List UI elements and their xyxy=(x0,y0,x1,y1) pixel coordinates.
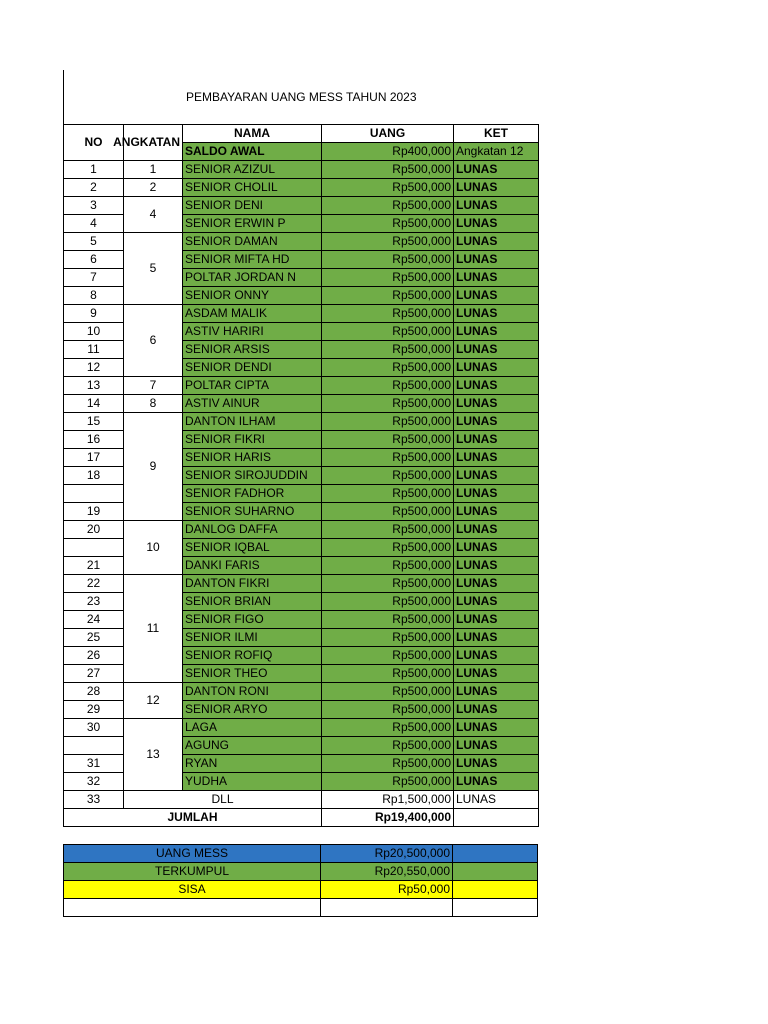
payment-table xyxy=(63,124,539,827)
dll-uang: Rp1,500,000 xyxy=(322,791,454,809)
row-uang: Rp500,000 xyxy=(322,575,454,593)
table-row xyxy=(64,179,539,197)
row-nama: SENIOR CHOLIL xyxy=(183,179,322,197)
row-nama: LAGA xyxy=(183,719,322,737)
row-nama: POLTAR CIPTA xyxy=(183,377,322,395)
row-no xyxy=(64,737,124,755)
summary-value: Rp20,500,000 xyxy=(321,845,453,863)
saldo-uang: Rp400,000 xyxy=(322,143,454,161)
payment-table-body xyxy=(64,125,539,827)
row-ket: LUNAS xyxy=(454,161,539,179)
table-row xyxy=(64,521,539,539)
row-nama: DANTON ILHAM xyxy=(183,413,322,431)
summary-empty-cell xyxy=(453,845,538,863)
header-angkatan xyxy=(113,125,183,161)
row-uang: Rp500,000 xyxy=(322,647,454,665)
row-no: 19 xyxy=(64,503,124,521)
row-nama: YUDHA xyxy=(183,773,322,791)
row-ket: LUNAS xyxy=(454,503,539,521)
row-ket: LUNAS xyxy=(454,593,539,611)
row-no: 21 xyxy=(64,557,124,575)
row-uang: Rp500,000 xyxy=(322,305,454,323)
summary-empty-cell xyxy=(453,863,538,881)
row-nama: DANKI FARIS xyxy=(183,557,322,575)
table-row xyxy=(64,575,539,593)
row-uang: Rp500,000 xyxy=(322,593,454,611)
row-nama: ASDAM MALIK xyxy=(183,305,322,323)
row-uang: Rp500,000 xyxy=(322,197,454,215)
row-nama: DANTON RONI xyxy=(183,683,322,701)
row-uang: Rp500,000 xyxy=(322,539,454,557)
dll-nama: DLL xyxy=(124,791,322,809)
jumlah-row xyxy=(64,809,539,827)
row-no: 11 xyxy=(64,341,124,359)
row-ket: LUNAS xyxy=(454,413,539,431)
header-ket: KET xyxy=(454,125,539,143)
row-uang: Rp500,000 xyxy=(322,773,454,791)
row-uang: Rp500,000 xyxy=(322,467,454,485)
row-uang: Rp500,000 xyxy=(322,215,454,233)
row-ket: LUNAS xyxy=(454,629,539,647)
row-uang: Rp500,000 xyxy=(322,161,454,179)
summary-value: Rp20,550,000 xyxy=(321,863,453,881)
row-angkatan: 7 xyxy=(124,377,183,395)
row-uang: Rp500,000 xyxy=(322,737,454,755)
row-no: 20 xyxy=(64,521,124,539)
row-angkatan: 5 xyxy=(124,233,183,305)
row-no: 16 xyxy=(64,431,124,449)
row-nama: DANTON FIKRI xyxy=(183,575,322,593)
table-row xyxy=(64,395,539,413)
row-nama: ASTIV HARIRI xyxy=(183,323,322,341)
row-ket: LUNAS xyxy=(454,521,539,539)
row-ket: LUNAS xyxy=(454,701,539,719)
row-uang: Rp500,000 xyxy=(322,611,454,629)
jumlah-label: JUMLAH xyxy=(64,809,322,827)
row-no: 30 xyxy=(64,719,124,737)
row-no: 3 xyxy=(64,197,124,215)
row-no: 26 xyxy=(64,647,124,665)
summary-empty-cell xyxy=(453,899,538,917)
row-no: 29 xyxy=(64,701,124,719)
row-ket: LUNAS xyxy=(454,683,539,701)
row-angkatan: 9 xyxy=(124,413,183,521)
jumlah-ket-empty xyxy=(454,809,539,827)
row-nama: SENIOR SUHARNO xyxy=(183,503,322,521)
summary-empty-cell xyxy=(64,899,321,917)
row-ket: LUNAS xyxy=(454,485,539,503)
row-uang: Rp500,000 xyxy=(322,395,454,413)
row-ket: LUNAS xyxy=(454,467,539,485)
row-nama: POLTAR JORDAN N xyxy=(183,269,322,287)
row-no: 4 xyxy=(64,215,124,233)
header-nama: NAMA xyxy=(183,125,322,143)
dll-ket: LUNAS xyxy=(454,791,539,809)
row-nama: SENIOR FADHOR xyxy=(183,485,322,503)
row-uang: Rp500,000 xyxy=(322,251,454,269)
summary-label: UANG MESS xyxy=(64,845,321,863)
row-uang: Rp500,000 xyxy=(322,719,454,737)
row-uang: Rp500,000 xyxy=(322,359,454,377)
row-angkatan: 2 xyxy=(124,179,183,197)
summary-empty-cell xyxy=(453,881,538,899)
row-ket: LUNAS xyxy=(454,557,539,575)
row-uang: Rp500,000 xyxy=(322,701,454,719)
row-nama: SENIOR AZIZUL xyxy=(183,161,322,179)
row-no: 6 xyxy=(64,251,124,269)
row-no: 27 xyxy=(64,665,124,683)
row-no: 14 xyxy=(64,395,124,413)
row-ket: LUNAS xyxy=(454,359,539,377)
row-no xyxy=(64,539,124,557)
row-uang: Rp500,000 xyxy=(322,557,454,575)
table-row xyxy=(64,377,539,395)
row-uang: Rp500,000 xyxy=(322,629,454,647)
summary-table xyxy=(63,844,538,917)
row-uang: Rp500,000 xyxy=(322,377,454,395)
summary-row-sisa xyxy=(64,881,538,899)
table-row xyxy=(64,305,539,323)
row-nama: DANLOG DAFFA xyxy=(183,521,322,539)
row-no: 12 xyxy=(64,359,124,377)
row-angkatan: 4 xyxy=(124,197,183,233)
header-uang: UANG xyxy=(322,125,454,143)
row-no: 25 xyxy=(64,629,124,647)
row-uang: Rp500,000 xyxy=(322,341,454,359)
header-row xyxy=(64,125,539,143)
row-angkatan: 10 xyxy=(124,521,183,575)
row-nama: ASTIV AINUR xyxy=(183,395,322,413)
row-uang: Rp500,000 xyxy=(322,665,454,683)
row-angkatan: 1 xyxy=(124,161,183,179)
row-ket: LUNAS xyxy=(454,251,539,269)
row-ket: LUNAS xyxy=(454,449,539,467)
row-ket: LUNAS xyxy=(454,755,539,773)
row-nama: SENIOR ILMI xyxy=(183,629,322,647)
row-nama: SENIOR ONNY xyxy=(183,287,322,305)
row-angkatan: 12 xyxy=(124,683,183,719)
row-no: 22 xyxy=(64,575,124,593)
row-nama: SENIOR ARYO xyxy=(183,701,322,719)
row-ket: LUNAS xyxy=(454,323,539,341)
row-nama: SENIOR BRIAN xyxy=(183,593,322,611)
row-angkatan: 11 xyxy=(124,575,183,683)
row-uang: Rp500,000 xyxy=(322,521,454,539)
row-no: 10 xyxy=(64,323,124,341)
row-angkatan: 6 xyxy=(124,305,183,377)
row-no: 24 xyxy=(64,611,124,629)
row-ket: LUNAS xyxy=(454,611,539,629)
row-no: 9 xyxy=(64,305,124,323)
row-uang: Rp500,000 xyxy=(322,449,454,467)
row-ket: LUNAS xyxy=(454,233,539,251)
row-ket: LUNAS xyxy=(454,773,539,791)
dll-row xyxy=(64,791,539,809)
row-nama: SENIOR SIROJUDDIN xyxy=(183,467,322,485)
row-nama: SENIOR IQBAL xyxy=(183,539,322,557)
row-uang: Rp500,000 xyxy=(322,485,454,503)
row-nama: SENIOR MIFTA HD xyxy=(183,251,322,269)
row-ket: LUNAS xyxy=(454,665,539,683)
row-uang: Rp500,000 xyxy=(322,233,454,251)
row-no: 32 xyxy=(64,773,124,791)
row-uang: Rp500,000 xyxy=(322,269,454,287)
row-nama: SENIOR DAMAN xyxy=(183,233,322,251)
table-row xyxy=(64,683,539,701)
row-no xyxy=(64,485,124,503)
row-nama: SENIOR DENI xyxy=(183,197,322,215)
row-ket: LUNAS xyxy=(454,719,539,737)
row-uang: Rp500,000 xyxy=(322,287,454,305)
row-no: 28 xyxy=(64,683,124,701)
row-uang: Rp500,000 xyxy=(322,683,454,701)
row-ket: LUNAS xyxy=(454,341,539,359)
row-nama: SENIOR ERWIN P xyxy=(183,215,322,233)
table-row xyxy=(64,719,539,737)
row-angkatan: 8 xyxy=(124,395,183,413)
row-ket: LUNAS xyxy=(454,305,539,323)
saldo-ket: Angkatan 12 xyxy=(454,143,539,161)
row-ket: LUNAS xyxy=(454,431,539,449)
row-no: 18 xyxy=(64,467,124,485)
sheet-border-line xyxy=(63,70,64,125)
row-nama: SENIOR ARSIS xyxy=(183,341,322,359)
summary-label: TERKUMPUL xyxy=(64,863,321,881)
row-no: 7 xyxy=(64,269,124,287)
saldo-nama: SALDO AWAL xyxy=(183,143,322,161)
summary-label: SISA xyxy=(64,881,321,899)
row-nama: SENIOR HARIS xyxy=(183,449,322,467)
row-ket: LUNAS xyxy=(454,575,539,593)
jumlah-uang: Rp19,400,000 xyxy=(322,809,454,827)
row-nama: SENIOR FIGO xyxy=(183,611,322,629)
row-no: 5 xyxy=(64,233,124,251)
row-nama: SENIOR THEO xyxy=(183,665,322,683)
row-nama: SENIOR DENDI xyxy=(183,359,322,377)
row-no: 13 xyxy=(64,377,124,395)
row-ket: LUNAS xyxy=(454,737,539,755)
dll-no: 33 xyxy=(64,791,124,809)
sheet-title: PEMBAYARAN UANG MESS TAHUN 2023 xyxy=(186,90,417,104)
row-uang: Rp500,000 xyxy=(322,503,454,521)
row-no: 17 xyxy=(64,449,124,467)
row-ket: LUNAS xyxy=(454,179,539,197)
row-no: 31 xyxy=(64,755,124,773)
row-nama: SENIOR FIKRI xyxy=(183,431,322,449)
row-ket: LUNAS xyxy=(454,647,539,665)
row-ket: LUNAS xyxy=(454,395,539,413)
summary-blank-row xyxy=(64,899,538,917)
header-no: NO xyxy=(64,125,124,161)
row-no: 1 xyxy=(64,161,124,179)
row-uang: Rp500,000 xyxy=(322,323,454,341)
row-no: 15 xyxy=(64,413,124,431)
row-nama: SENIOR ROFIQ xyxy=(183,647,322,665)
row-ket: LUNAS xyxy=(454,215,539,233)
row-ket: LUNAS xyxy=(454,377,539,395)
row-angkatan: 13 xyxy=(124,719,183,791)
summary-value: Rp50,000 xyxy=(321,881,453,899)
row-ket: LUNAS xyxy=(454,287,539,305)
row-nama: RYAN xyxy=(183,755,322,773)
row-nama: AGUNG xyxy=(183,737,322,755)
row-ket: LUNAS xyxy=(454,269,539,287)
row-no: 8 xyxy=(64,287,124,305)
row-uang: Rp500,000 xyxy=(322,179,454,197)
table-row xyxy=(64,197,539,215)
table-row xyxy=(64,161,539,179)
summary-empty-cell xyxy=(321,899,453,917)
row-ket: LUNAS xyxy=(454,197,539,215)
summary-row-terkumpul xyxy=(64,863,538,881)
row-uang: Rp500,000 xyxy=(322,755,454,773)
table-row xyxy=(64,233,539,251)
table-row xyxy=(64,413,539,431)
row-no: 23 xyxy=(64,593,124,611)
summary-row-uang-mess xyxy=(64,845,538,863)
header-angkatan-label: ANGKATAN xyxy=(113,135,180,149)
row-no: 2 xyxy=(64,179,124,197)
row-uang: Rp500,000 xyxy=(322,431,454,449)
row-ket: LUNAS xyxy=(454,539,539,557)
row-uang: Rp500,000 xyxy=(322,413,454,431)
